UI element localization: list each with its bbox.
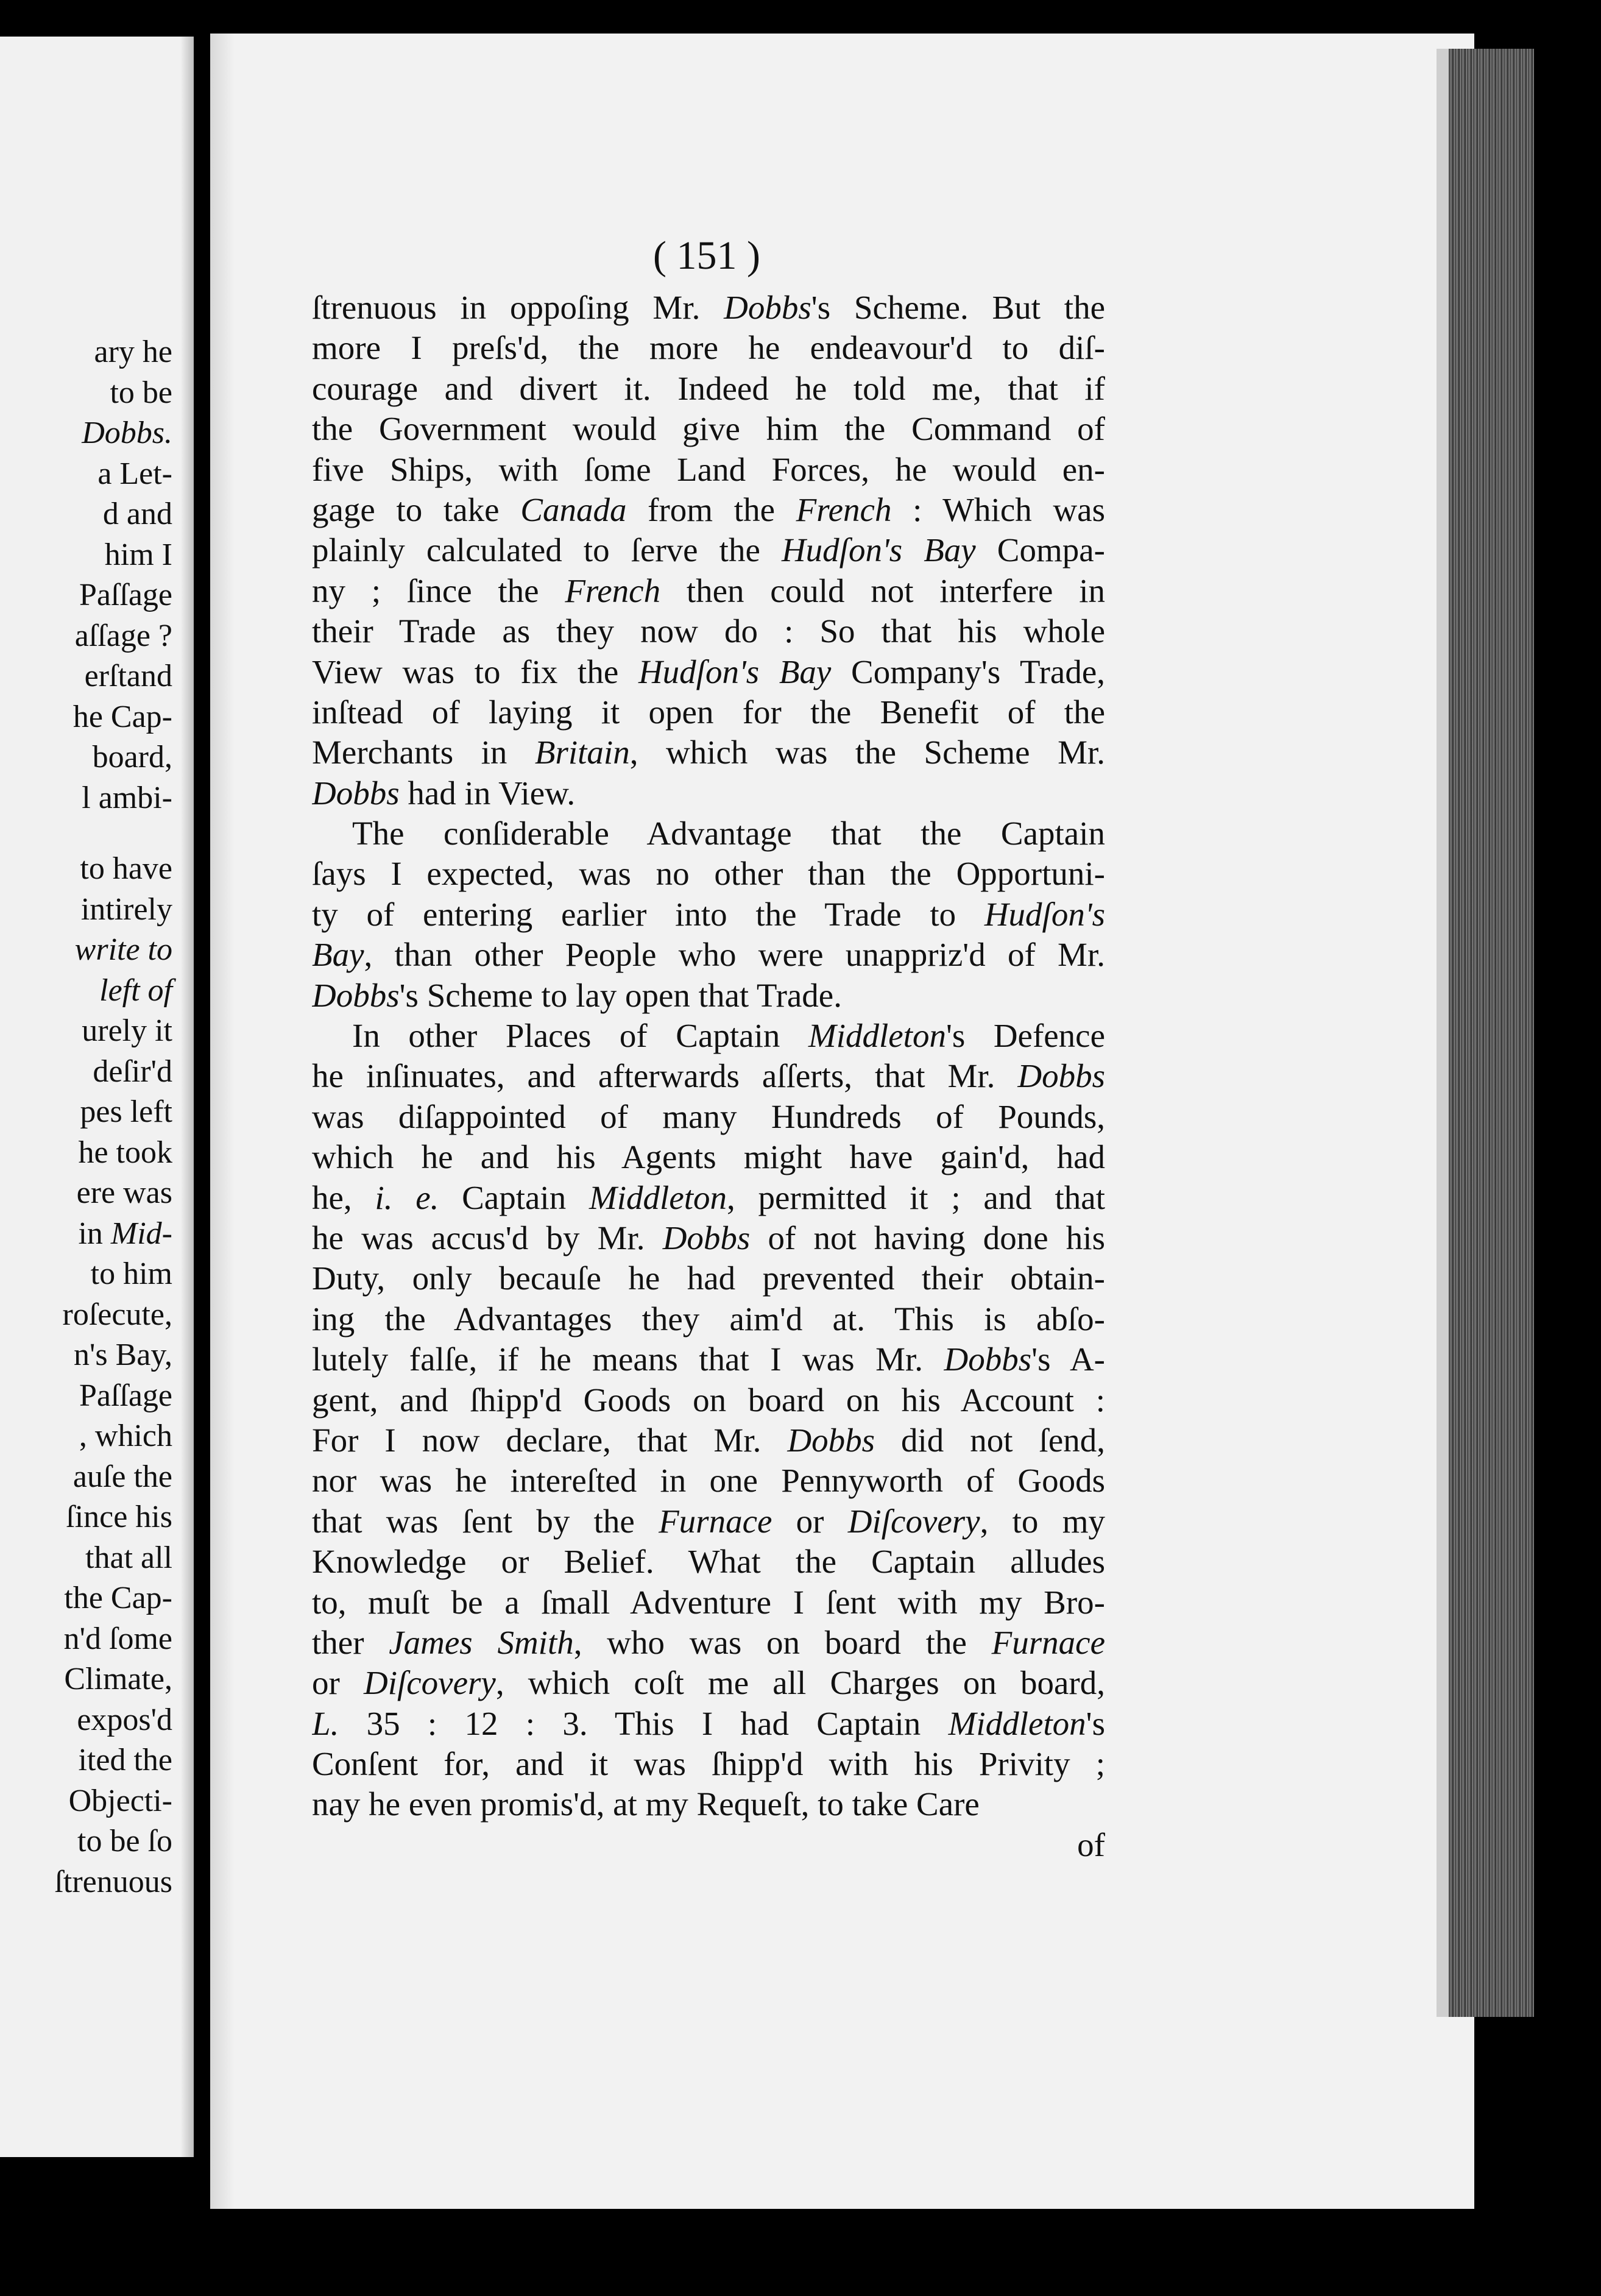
left-page-line: in Mid- [78, 1216, 172, 1251]
text-line: ſtrenuous in oppoſing Mr. Dobbs's Scheme. But the [312, 289, 1105, 326]
text-line: Merchants in Britain, which was the Scheme Mr. [312, 734, 1105, 771]
left-page-line: Dobbs. [82, 416, 172, 450]
left-page-line: he Cap- [72, 699, 172, 734]
left-page-line: to him [90, 1256, 172, 1291]
text-line: ther James Smith, who was on board the Furnace [312, 1623, 1105, 1661]
left-page-line: l ambi- [82, 780, 172, 815]
body-text [312, 288, 1105, 1865]
left-page-line: a Let- [97, 456, 172, 491]
text-line: nor was he intereſted in one Pennyworth of Goods [312, 1462, 1105, 1500]
left-page-line: he took [78, 1135, 172, 1170]
left-page-line: expos'd [77, 1702, 172, 1737]
left-page-line: ere was [76, 1175, 172, 1210]
text-line: to, muſt be a ſmall Adventure I ſent with my Bro- [312, 1583, 1105, 1621]
left-page-line: auſe the [72, 1459, 172, 1494]
text-line: he was accus'd by Mr. Dobbs of not having done his [312, 1219, 1105, 1256]
text-line: which he and his Agents might have gain'd, had [312, 1138, 1105, 1176]
text-line: he inſinuates, and afterwards aſſerts, that Mr. Dobbs [312, 1057, 1105, 1095]
text-line: ing the Advantages they aim'd at. This is abſo- [312, 1300, 1105, 1338]
left-page-line: ſtrenuous [54, 1864, 172, 1899]
page-block-edge [1437, 49, 1450, 2017]
text-line: ſays I expected, was no other than the Opportuni- [312, 855, 1105, 893]
left-page-line: pes left [80, 1094, 172, 1129]
left-facing-page [0, 37, 194, 2157]
text-line: For I now declare, that Mr. Dobbs did not ſend, [312, 1421, 1105, 1459]
page-edge-shadow [210, 34, 235, 2209]
text-line: L. 35 : 12 : 3. This I had Captain Middleton's [312, 1704, 1105, 1742]
text-line: gent, and ſhipp'd Goods on board on his Account : [312, 1381, 1105, 1419]
left-page-line: left of [99, 973, 172, 1008]
text-line: more I preſs'd, the more he endeavour'd to diſ- [312, 329, 1105, 367]
text-line: plainly calculated to ſerve the Hudſon's Bay Compa- [312, 531, 1105, 569]
left-page-line: deſir'd [93, 1054, 172, 1089]
left-page-line: erſtand [84, 659, 172, 693]
left-page-line [54, 818, 172, 849]
left-page-line: aſſage ? [74, 618, 172, 653]
left-page-line: to be ſo [77, 1824, 172, 1858]
left-page-line: roſecute, [62, 1297, 172, 1332]
text-line: In other Places of Captain Middleton's Defence [352, 1017, 1105, 1055]
text-line: Knowledge or Belief. What the Captain alludes [312, 1543, 1105, 1581]
text-line: lutely falſe, if he means that I was Mr. Dobbs's A- [312, 1341, 1105, 1378]
left-page-line: board, [92, 740, 172, 774]
text-line: courage and divert it. Indeed he told me, that if [312, 369, 1105, 407]
text-line: gage to take Canada from the French : Which was [312, 491, 1105, 528]
gutter-shadow [180, 37, 194, 2157]
left-page-line: that all [85, 1540, 172, 1575]
left-page-line: write to [74, 932, 172, 967]
text-line: nay he even promis'd, at my Requeſt, to take Care [312, 1785, 980, 1823]
text-line: ty of entering earlier into the Trade to Hudſon's [312, 895, 1105, 933]
page-number: ( 151 ) [653, 233, 760, 278]
left-page-line: Climate, [64, 1662, 172, 1696]
left-page-line: him I [104, 537, 172, 572]
text-line: that was ſent by the Furnace or Diſcovery, to my [312, 1502, 1105, 1540]
left-page-line: to have [80, 851, 172, 886]
left-page-line: the Cap- [64, 1581, 172, 1615]
left-page-line: intirely [80, 891, 172, 927]
text-line: inſtead of laying it open for the Benefit of the [312, 693, 1105, 731]
left-page-line: Paſſage [79, 578, 172, 612]
text-line: was diſappointed of many Hundreds of Pounds, [312, 1097, 1105, 1135]
left-page-line: Objecti- [68, 1783, 172, 1818]
text-line: View was to fix the Hudſon's Bay Company's Trade, [312, 653, 1105, 690]
left-page-line: d and [102, 497, 172, 531]
left-page-line: n's Bay, [74, 1338, 172, 1372]
left-page-line: , which [79, 1419, 172, 1453]
catchword: of [1077, 1826, 1105, 1863]
text-line: the Government would give him the Command of [312, 410, 1105, 448]
text-line: ny ; ſince the French then could not interfere in [312, 572, 1105, 609]
left-page-text [54, 332, 172, 1902]
text-line: Duty, only becauſe he had prevented their obtain- [312, 1260, 1105, 1297]
left-page-line: ited the [78, 1743, 172, 1777]
text-line: Dobbs had in View. [312, 774, 576, 812]
text-line: Conſent for, and it was ſhipp'd with his Privity ; [312, 1745, 1105, 1783]
page-stack-edges [1449, 49, 1534, 2017]
left-page-line: Paſſage [79, 1378, 172, 1413]
text-line: Bay, than other People who were unappriz'd of Mr. [312, 936, 1105, 974]
text-line: The conſiderable Advantage that the Captain [352, 815, 1105, 852]
text-line: or Diſcovery, which coſt me all Charges on board, [312, 1664, 1105, 1702]
text-line: their Trade as they now do : So that his whole [312, 612, 1105, 650]
left-page-line: ary he [94, 335, 172, 369]
text-line: he, i. e. Captain Middleton, permitted it ; and that [312, 1178, 1105, 1216]
text-line: five Ships, with ſome Land Forces, he would en- [312, 450, 1105, 488]
text-line: Dobbs's Scheme to lay open that Trade. [312, 976, 842, 1014]
left-page-line: urely it [82, 1013, 172, 1048]
left-page-line: to be [110, 375, 172, 410]
left-page-line: ſince his [66, 1500, 172, 1534]
left-page-line: n'd ſome [63, 1621, 172, 1656]
